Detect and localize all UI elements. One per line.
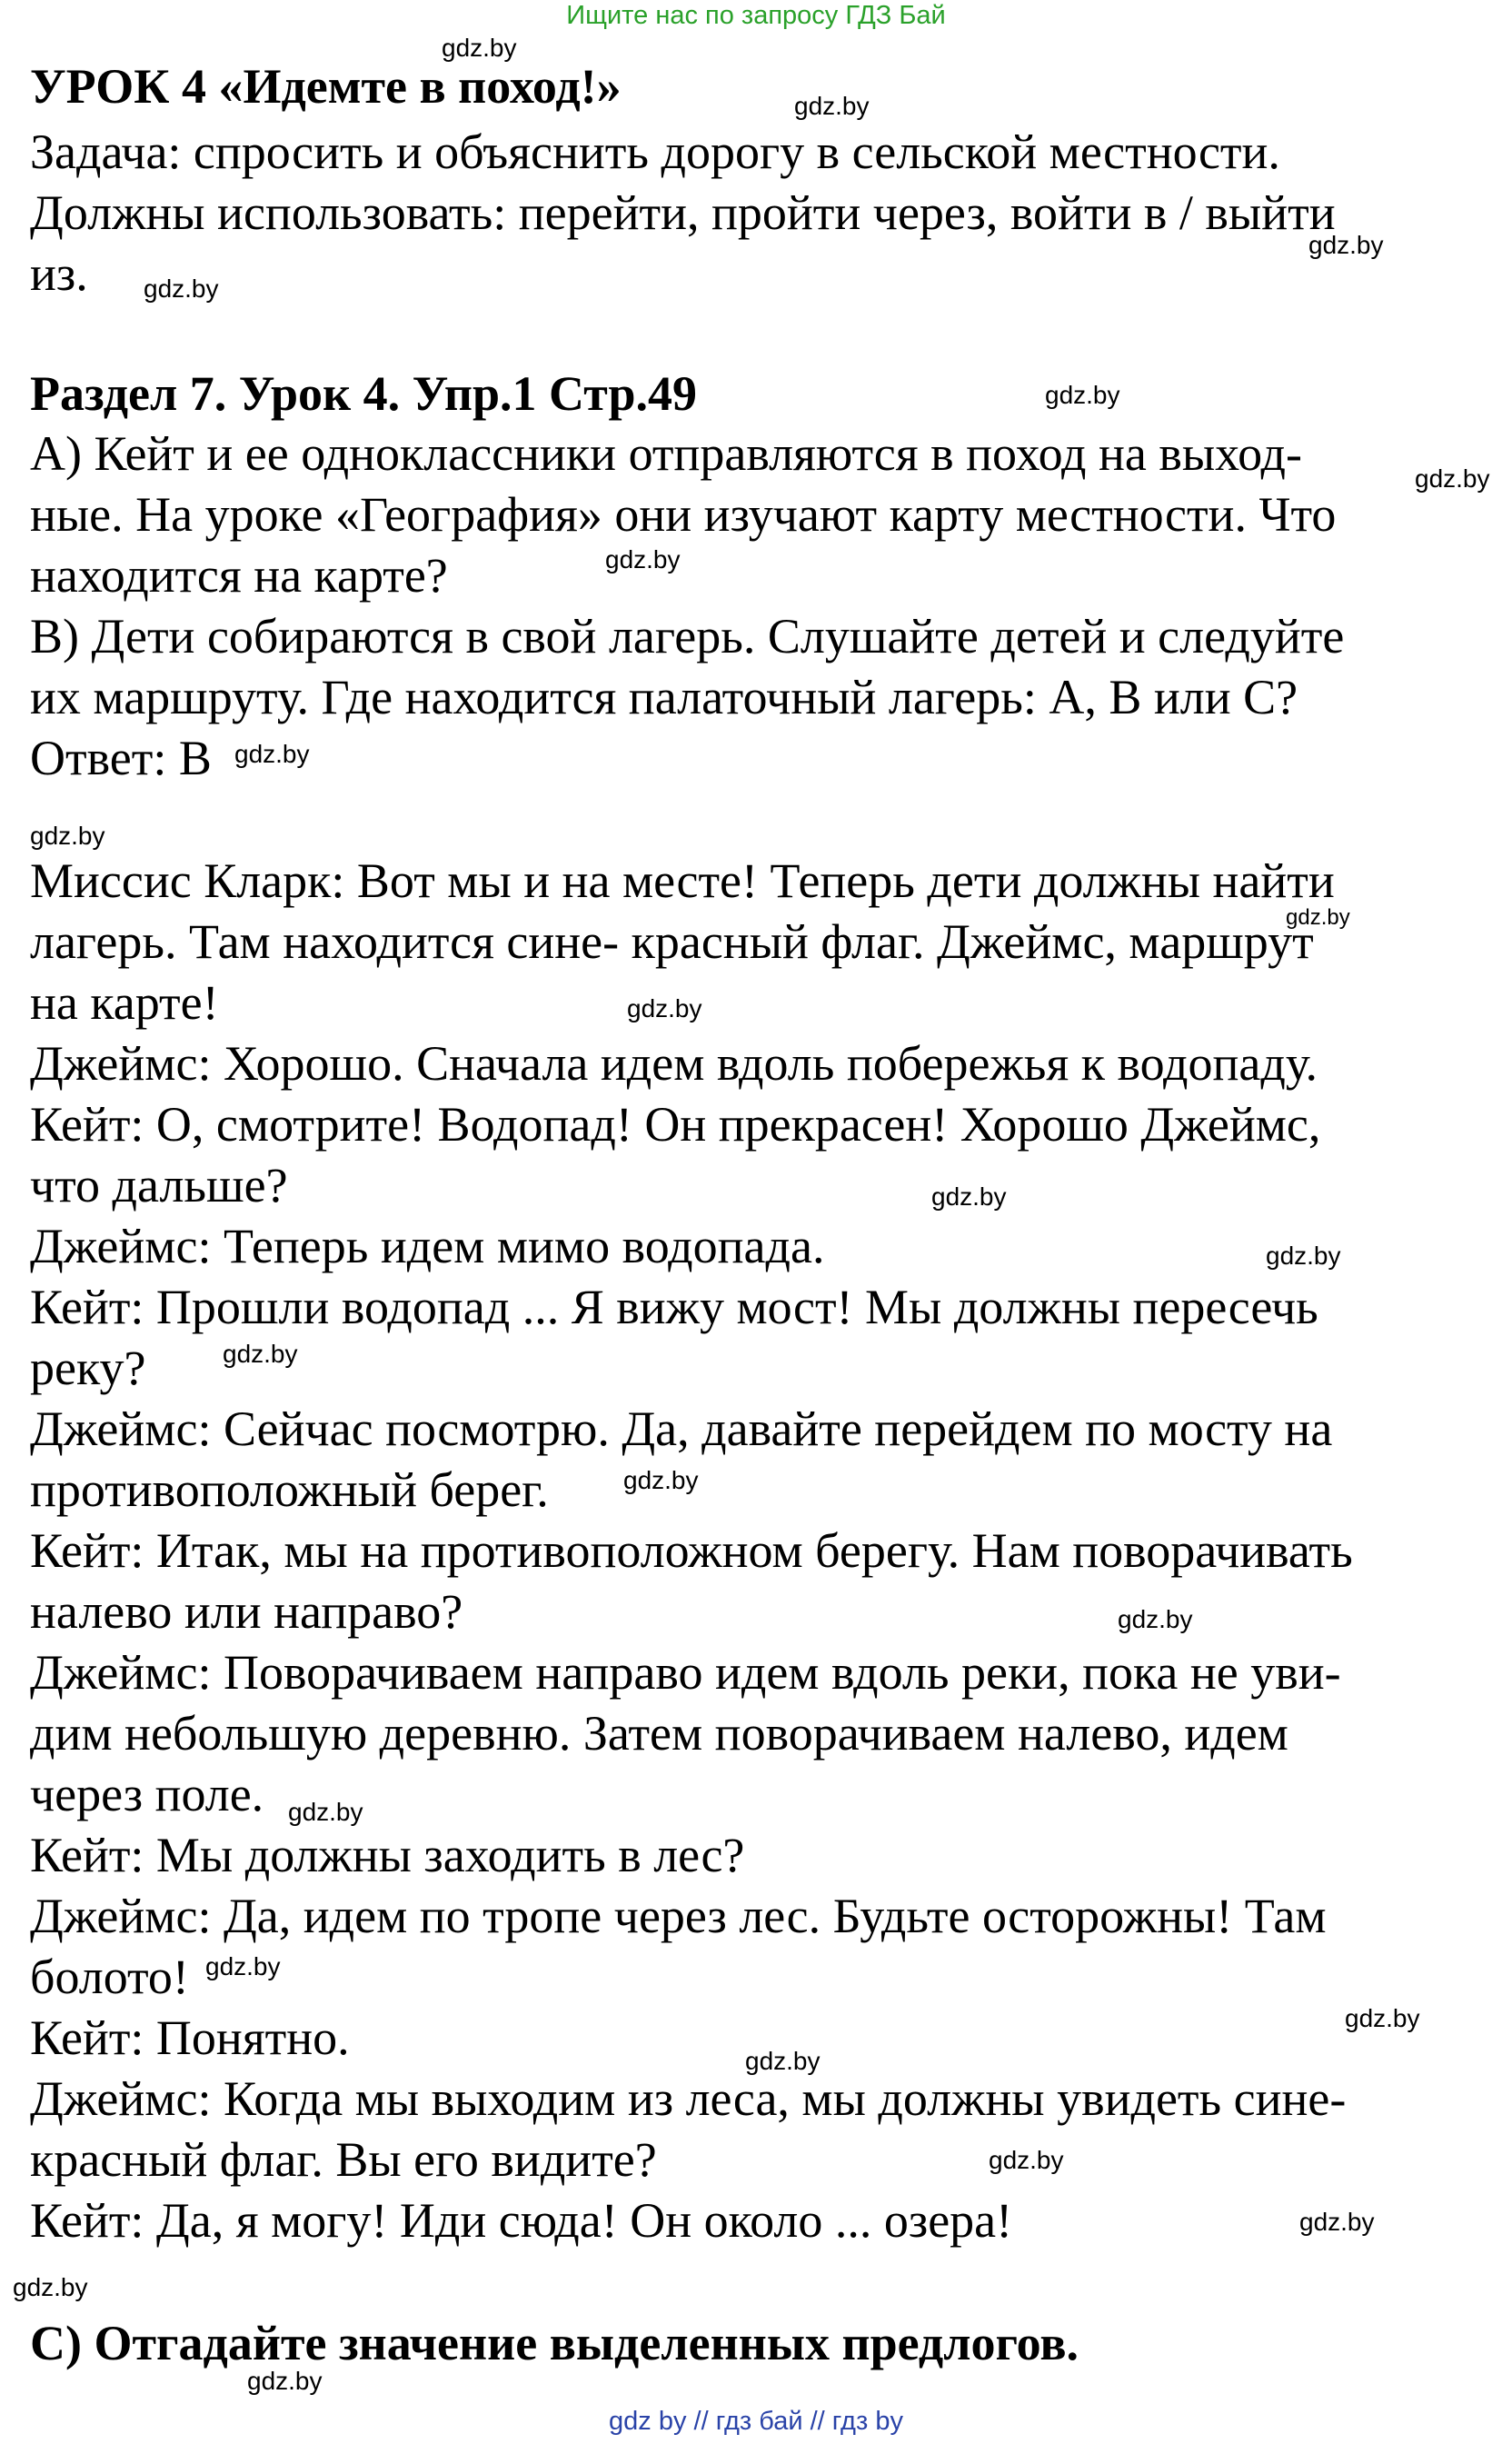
watermark: gdz.by (1345, 2004, 1420, 2032)
watermark: gdz.by (247, 2367, 323, 2395)
dialogue-line: через поле. (30, 1767, 264, 1821)
paragraph-line: B) Дети собираются в свой лагерь. Слушайте детей и следуйте (30, 609, 1345, 663)
watermark: gdz.by (442, 34, 517, 62)
dialogue-line: Джеймс: Да, идем по тропе через лес. Будьте осторожны! Там (30, 1889, 1327, 1943)
watermark: gdz.by (13, 2273, 88, 2301)
watermark: gdz.by (144, 274, 219, 303)
dialogue-line: Кейт: О, смотрите! Водопад! Он прекрасен! Хорошо Джеймс, (30, 1097, 1321, 1152)
watermark: gdz.by (234, 740, 310, 768)
dialogue-line: лагерь. Там находится сине- красный флаг. Джеймс, маршрут (30, 914, 1314, 969)
watermark: gdz.by (1045, 381, 1120, 409)
paragraph-line: находится на карте? (30, 548, 448, 603)
watermark: gdz.by (1299, 2208, 1375, 2236)
watermark: gdz.by (605, 545, 681, 574)
dialogue-line: налево или направо? (30, 1584, 463, 1639)
watermark: gdz.by (931, 1182, 1007, 1211)
watermark: gdz.by (623, 1466, 699, 1494)
watermark: gdz.by (288, 1798, 363, 1826)
dialogue-line: на карте! (30, 975, 219, 1030)
dialogue-line: Кейт: Прошли водопад ... Я вижу мост! Мы должны пересечь (30, 1280, 1318, 1334)
watermark: gdz.by (1286, 905, 1350, 930)
dialogue-line: дим небольшую деревню. Затем поворачиваем налево, идем (30, 1706, 1288, 1761)
dialogue-line: реку? (30, 1341, 146, 1395)
watermark: gdz.by (223, 1340, 298, 1368)
paragraph-line: их маршруту. Где находится палаточный лагерь: A, B или C? (30, 670, 1298, 724)
dialogue-line: Джеймс: Теперь идем мимо водопада. (30, 1219, 825, 1273)
paragraph-line: ные. На уроке «География» они изучают карту местности. Что (30, 487, 1337, 542)
task-line: Задача: спросить и объяснить дорогу в сельской местности. (30, 125, 1280, 179)
paragraph-line: A) Кейт и ее одноклассники отправляются в поход на выход- (30, 426, 1302, 481)
dialogue-line: противоположный берег. (30, 1462, 549, 1517)
footer-links[interactable]: gdz by // гдз бай // гдз by (609, 2407, 903, 2436)
watermark: gdz.by (627, 994, 702, 1022)
dialogue-line: Джеймс: Когда мы выходим из леса, мы должны увидеть сине- (30, 2071, 1347, 2126)
dialogue-line: Джеймс: Поворачиваем направо идем вдоль реки, пока не уви- (30, 1645, 1341, 1700)
dialogue-line: Джеймс: Сейчас посмотрю. Да, давайте перейдем по мосту на (30, 1402, 1333, 1456)
task-c-heading: C) Отгадайте значение выделенных предлогов. (30, 2316, 1079, 2370)
watermark: gdz.by (1415, 464, 1490, 493)
task-line: Должны использовать: перейти, пройти через, войти в / выйти (30, 185, 1336, 240)
dialogue-line: что дальше? (30, 1158, 288, 1212)
section-heading: Раздел 7. Урок 4. Упр.1 Стр.49 (30, 366, 697, 421)
dialogue-line: Кейт: Итак, мы на противоположном берегу. Нам поворачивать (30, 1523, 1353, 1578)
dialogue-line: Джеймс: Хорошо. Сначала идем вдоль побережья к водопаду. (30, 1036, 1318, 1091)
task-line: из. (30, 246, 88, 301)
watermark: gdz.by (30, 822, 105, 850)
lesson-title: УРОК 4 «Идемте в поход!» (30, 59, 622, 114)
watermark: gdz.by (794, 92, 870, 120)
dialogue-line: Кейт: Мы должны заходить в лес? (30, 1828, 745, 1882)
answer-line: Ответ: B (30, 731, 212, 785)
watermark: gdz.by (205, 1952, 281, 1980)
watermark: gdz.by (1118, 1605, 1193, 1633)
watermark: gdz.by (1308, 231, 1384, 259)
watermark: gdz.by (1266, 1242, 1341, 1270)
watermark: gdz.by (745, 2047, 821, 2075)
dialogue-line: Миссис Кларк: Вот мы и на месте! Теперь дети должны найти (30, 853, 1335, 908)
dialogue-line: Кейт: Да, я могу! Иди сюда! Он около ... озера! (30, 2193, 1013, 2248)
dialogue-line: красный флаг. Вы его видите? (30, 2132, 657, 2187)
watermark: gdz.by (989, 2146, 1064, 2174)
dialogue-line: Кейт: Понятно. (30, 2010, 350, 2065)
dialogue-line: болото! (30, 1950, 189, 2004)
top-banner[interactable]: Ищите нас по запросу ГДЗ Бай (566, 1, 946, 30)
